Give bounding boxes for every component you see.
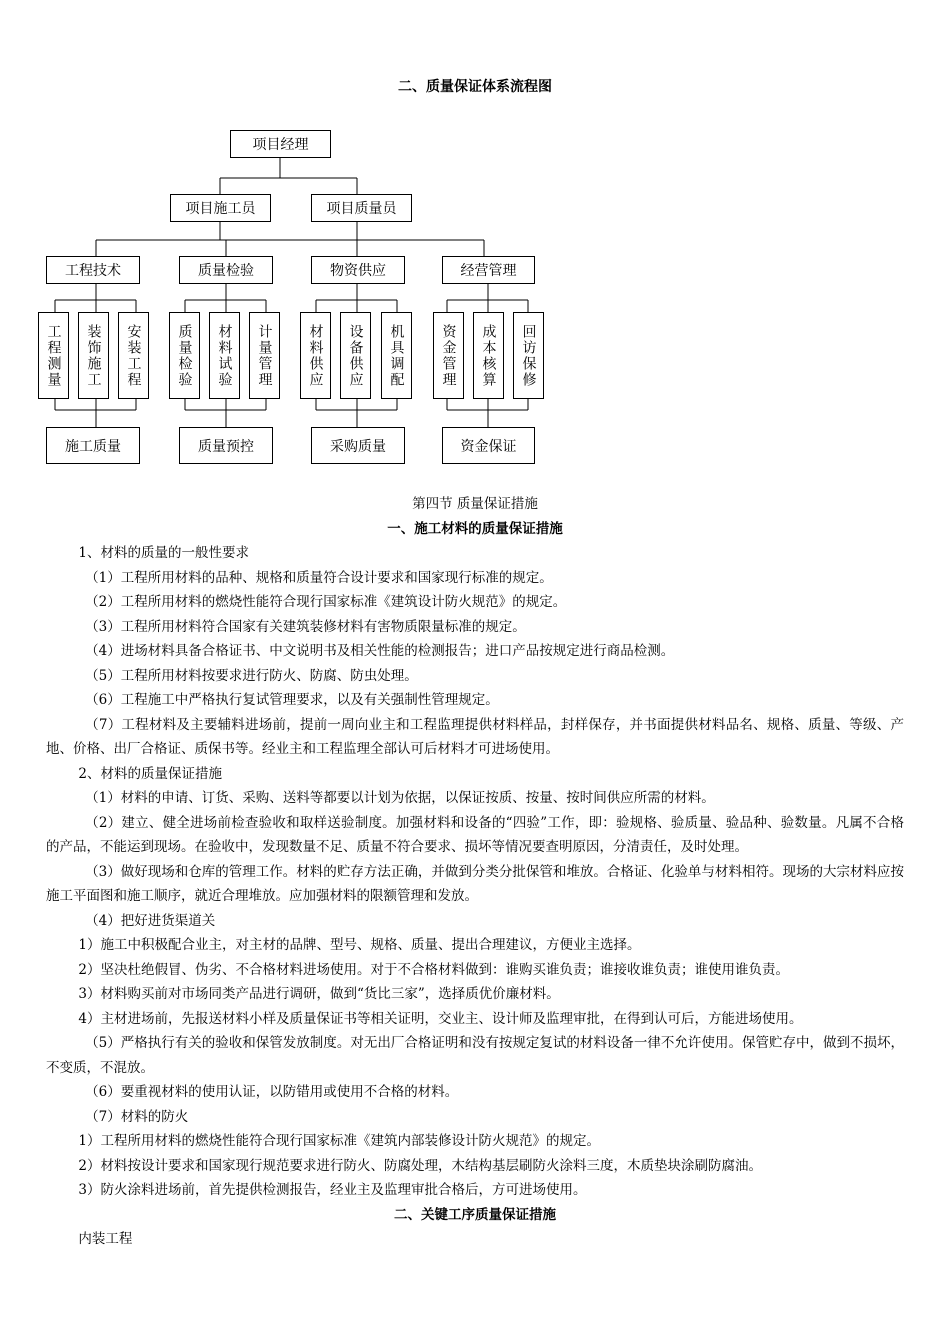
list-item: 2）坚决杜绝假冒、伪劣、不合格材料进场使用。对于不合格材料做到：谁购买谁负责；谁接收谁负责；谁使用谁负责。 xyxy=(78,961,789,978)
list-item: 4）主材进场前，先报送材料小样及质量保证书等相关证明，交业主、设计师及监理审批，在得到认可后，方能进场使用。 xyxy=(78,1010,803,1027)
list-item: 3）材料购买前对市场同类产品进行调研，做到“货比三家”，选择质优价廉材料。 xyxy=(78,986,560,1002)
list-item: 1）工程所用材料的燃烧性能符合现行国家标准《建筑内部装修设计防火规范》的规定。 xyxy=(78,1133,600,1149)
list-item: （6）工程施工中严格执行复试管理要求，以及有关强制性管理规定。 xyxy=(85,692,499,708)
list-item: （7）材料的防火 xyxy=(85,1108,189,1125)
list-item: 1）施工中积极配合业主，对主材的品牌、型号、规格、质量、提出合理建议，方便业主选择。 xyxy=(78,937,641,953)
task-box: 质量检验 xyxy=(169,312,200,399)
task-box: 设备供应 xyxy=(340,312,371,399)
list-item: 2）材料按设计要求和国家现行规范要求进行防火、防腐处理，木结构基层刷防火涂料三度，木质垫块涂刷防腐油。 xyxy=(78,1157,762,1174)
list-item: （3）做好现场和仓库的管理工作。材料的贮存方法正确，并做到分类分批保管和堆放。合格证、化验单与材料相符。现场的大宗材料应按施工平面图和施工顺序，就近合理堆放。应加强材料的限额管理和发放。 xyxy=(46,863,904,904)
list-item: （3）工程所用材料符合国家有关建筑装修材料有害物质限量标准的规定。 xyxy=(85,618,526,635)
manager-box: 项目经理 xyxy=(230,130,331,158)
task-box: 机具调配 xyxy=(381,312,412,399)
flowchart-title: 二、质量保证体系流程图 xyxy=(398,79,552,95)
item-heading: 1、材料的质量的一般性要求 xyxy=(78,545,249,561)
flowchart-connectors xyxy=(0,0,950,490)
subsection-heading: 一、施工材料的质量保证措施 xyxy=(387,520,563,537)
task-box: 工程测量 xyxy=(38,312,69,399)
task-box: 装饰施工 xyxy=(78,312,109,399)
list-item: （2）工程所用材料的燃烧性能符合现行国家标准《建筑设计防火规范》的规定。 xyxy=(85,594,567,610)
list-item: （6）要重视材料的使用认证，以防错用或使用不合格的材料。 xyxy=(85,1084,459,1100)
result-box: 施工质量 xyxy=(46,427,140,464)
department-box: 物资供应 xyxy=(311,256,405,284)
task-box: 材料供应 xyxy=(300,312,331,399)
result-box: 采购质量 xyxy=(311,427,405,464)
section-title: 第四节 质量保证措施 xyxy=(412,496,538,512)
list-item: （5）工程所用材料按要求进行防火、防腐、防虫处理。 xyxy=(85,667,418,684)
task-box: 计量管理 xyxy=(249,312,280,399)
list-item: （7）工程材料及主要辅料进场前，提前一周向业主和工程监理提供材料样品，封样保存，并书面提供材料品名、规格、质量、等级、产地、价格、出厂合格证、质保书等。经业主和工程监理全部认可后材料才可进场使用。 xyxy=(46,716,904,757)
list-item: （4）把好进货渠道关 xyxy=(85,912,216,929)
task-box: 材料试验 xyxy=(209,312,240,399)
result-box: 质量预控 xyxy=(179,427,273,464)
task-box: 成本核算 xyxy=(473,312,504,399)
task-box: 资金管理 xyxy=(433,312,464,399)
department-box: 工程技术 xyxy=(46,256,140,284)
list-item: （1）材料的申请、订货、采购、送料等都要以计划为依据，以保证按质、按量、按时间供应所需的材料。 xyxy=(85,790,715,806)
department-box: 经营管理 xyxy=(442,256,535,284)
paragraph: 内装工程 xyxy=(78,1231,133,1247)
task-box: 安装工程 xyxy=(118,312,149,399)
quality-measures-section xyxy=(46,492,904,1252)
list-item: （4）进场材料具备合格证书、中文说明书及相关性能的检测报告；进口产品按规定进行商品检测。 xyxy=(85,643,675,659)
construction-officer-box: 项目施工员 xyxy=(170,194,271,222)
list-item: 3）防火涂料进场前，首先提供检测报告，经业主及监理审批合格后，方可进场使用。 xyxy=(78,1182,587,1198)
list-item: （5）严格执行有关的验收和保管发放制度。对无出厂合格证明和没有按规定复试的材料设备一律不允许使用。保管贮存中，做到不损坏，不变质，不混放。 xyxy=(46,1035,904,1076)
result-box: 资金保证 xyxy=(442,427,535,464)
department-box: 质量检验 xyxy=(179,256,273,284)
quality-officer-box: 项目质量员 xyxy=(311,194,412,222)
list-item: （2）建立、健全进场前检查验收和取样送验制度。加强材料和设备的“四验”工作，即：验规格、验质量、验品种、验数量。凡属不合格的产品，不能运到现场。在验收中，发现数量不足、质量不符合要求、损坏等情况要查明原因，分清责任，及时处理。 xyxy=(46,814,904,855)
task-box: 回访保修 xyxy=(513,312,544,399)
item-heading: 2、材料的质量保证措施 xyxy=(78,765,222,782)
list-item: （1）工程所用材料的品种、规格和质量符合设计要求和国家现行标准的规定。 xyxy=(85,569,553,586)
subsection-heading: 二、关键工序质量保证措施 xyxy=(394,1206,556,1223)
